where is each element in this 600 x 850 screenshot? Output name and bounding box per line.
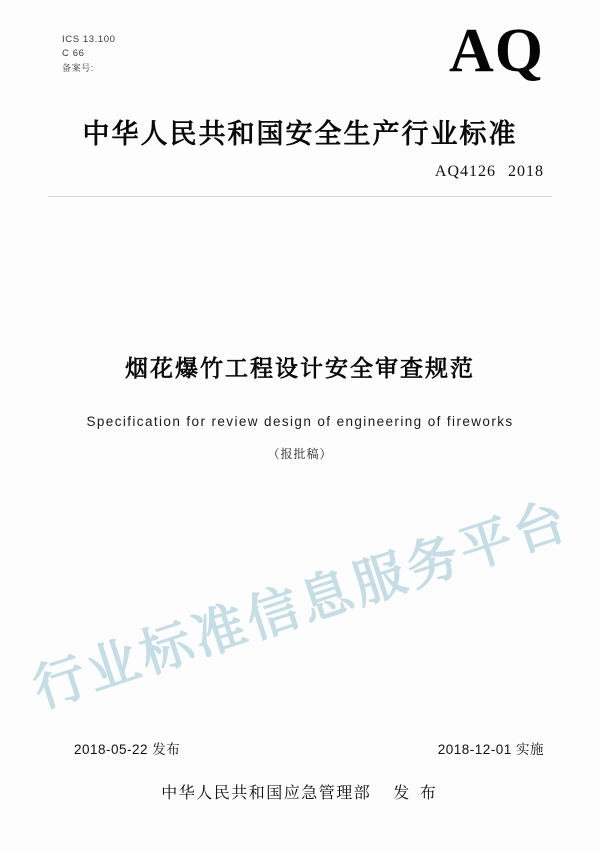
implementation-date: 2018-12-01 实施 bbox=[437, 742, 544, 757]
ics-code: ICS 13.100 bbox=[62, 34, 116, 45]
aq-logo: AQ bbox=[449, 17, 544, 85]
issue-date: 2018-05-22 发布 bbox=[74, 742, 181, 757]
issuing-authority-name: 中华人民共和国应急管理部 bbox=[161, 785, 372, 802]
ccs-code: C 66 bbox=[62, 48, 85, 59]
document-subtitle-english: Specification for review design of engineering of fireworks bbox=[86, 414, 514, 429]
document-meta-block bbox=[62, 33, 116, 75]
standard-number bbox=[435, 163, 544, 181]
standard-series-title: 中华人民共和国安全生产行业标准 bbox=[82, 119, 518, 149]
publish-label: 发 布 bbox=[393, 785, 439, 802]
standard-number-code: AQ4126 bbox=[434, 163, 496, 180]
record-number-label: 备案号: bbox=[62, 63, 94, 73]
standard-number-year: 2018 bbox=[508, 163, 544, 180]
header-divider bbox=[48, 196, 552, 197]
watermark-text: 行业标准信息服务平台 bbox=[26, 491, 577, 720]
document-title: 烟花爆竹工程设计安全审查规范 bbox=[125, 355, 475, 381]
issuing-authority bbox=[0, 780, 600, 803]
document-status-note: （报批稿） bbox=[267, 447, 333, 461]
